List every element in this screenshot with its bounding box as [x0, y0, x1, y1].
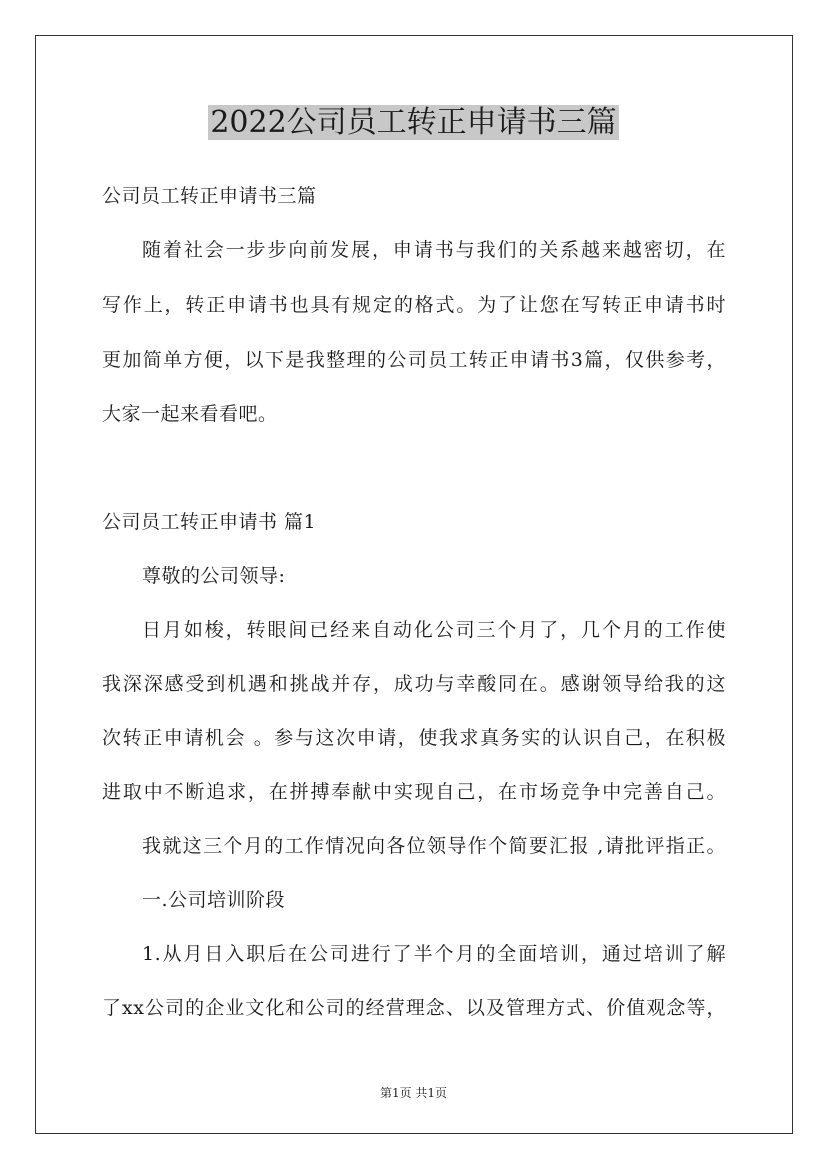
intro-line: 更加简单方便，以下是我整理的公司员工转正申请书3篇，仅供参考，: [102, 349, 726, 371]
paragraph-line: 日月如梭，转眼间已经来自动化公司三个月了，几个月的工作使: [142, 619, 726, 641]
paragraph-line: 进取中不断追求，在拼搏奉献中实现自己，在市场竞争中完善自己。: [102, 781, 726, 803]
section-heading: 公司员工转正申请书 篇1: [102, 511, 317, 533]
subtitle: 公司员工转正申请书三篇: [102, 185, 317, 207]
paragraph-line: 了xx公司的企业文化和公司的经营理念、以及管理方式、价值观念等，: [102, 997, 726, 1019]
section-subheading: 一.公司培训阶段: [142, 889, 286, 911]
paragraph-line: 1.从月日入职后在公司进行了半个月的全面培训，通过培训了解: [142, 943, 726, 965]
intro-line: 随着社会一步步向前发展，申请书与我们的关系越来越密切，在: [142, 239, 726, 261]
document-title: 2022公司员工转正申请书三篇: [210, 105, 617, 140]
salutation: 尊敬的公司领导:: [142, 565, 286, 587]
intro-line: 大家一起来看看吧。: [102, 403, 278, 425]
intro-line: 写作上，转正申请书也具有规定的格式。为了让您在写转正申请书时: [102, 294, 726, 316]
paragraph-line: 我深深感受到机遇和挑战并存，成功与幸酸同在。感谢领导给我的这: [102, 673, 726, 695]
body-paragraph-2: 我就这三个月的工作情况向各位领导作个简要汇报 ,请批评指正。: [142, 835, 726, 857]
page-footer: 第1页 共1页: [379, 1086, 448, 1100]
paragraph-line: 次转正申请机会 。参与这次申请，使我求真务实的认识自己，在积极: [102, 727, 726, 749]
